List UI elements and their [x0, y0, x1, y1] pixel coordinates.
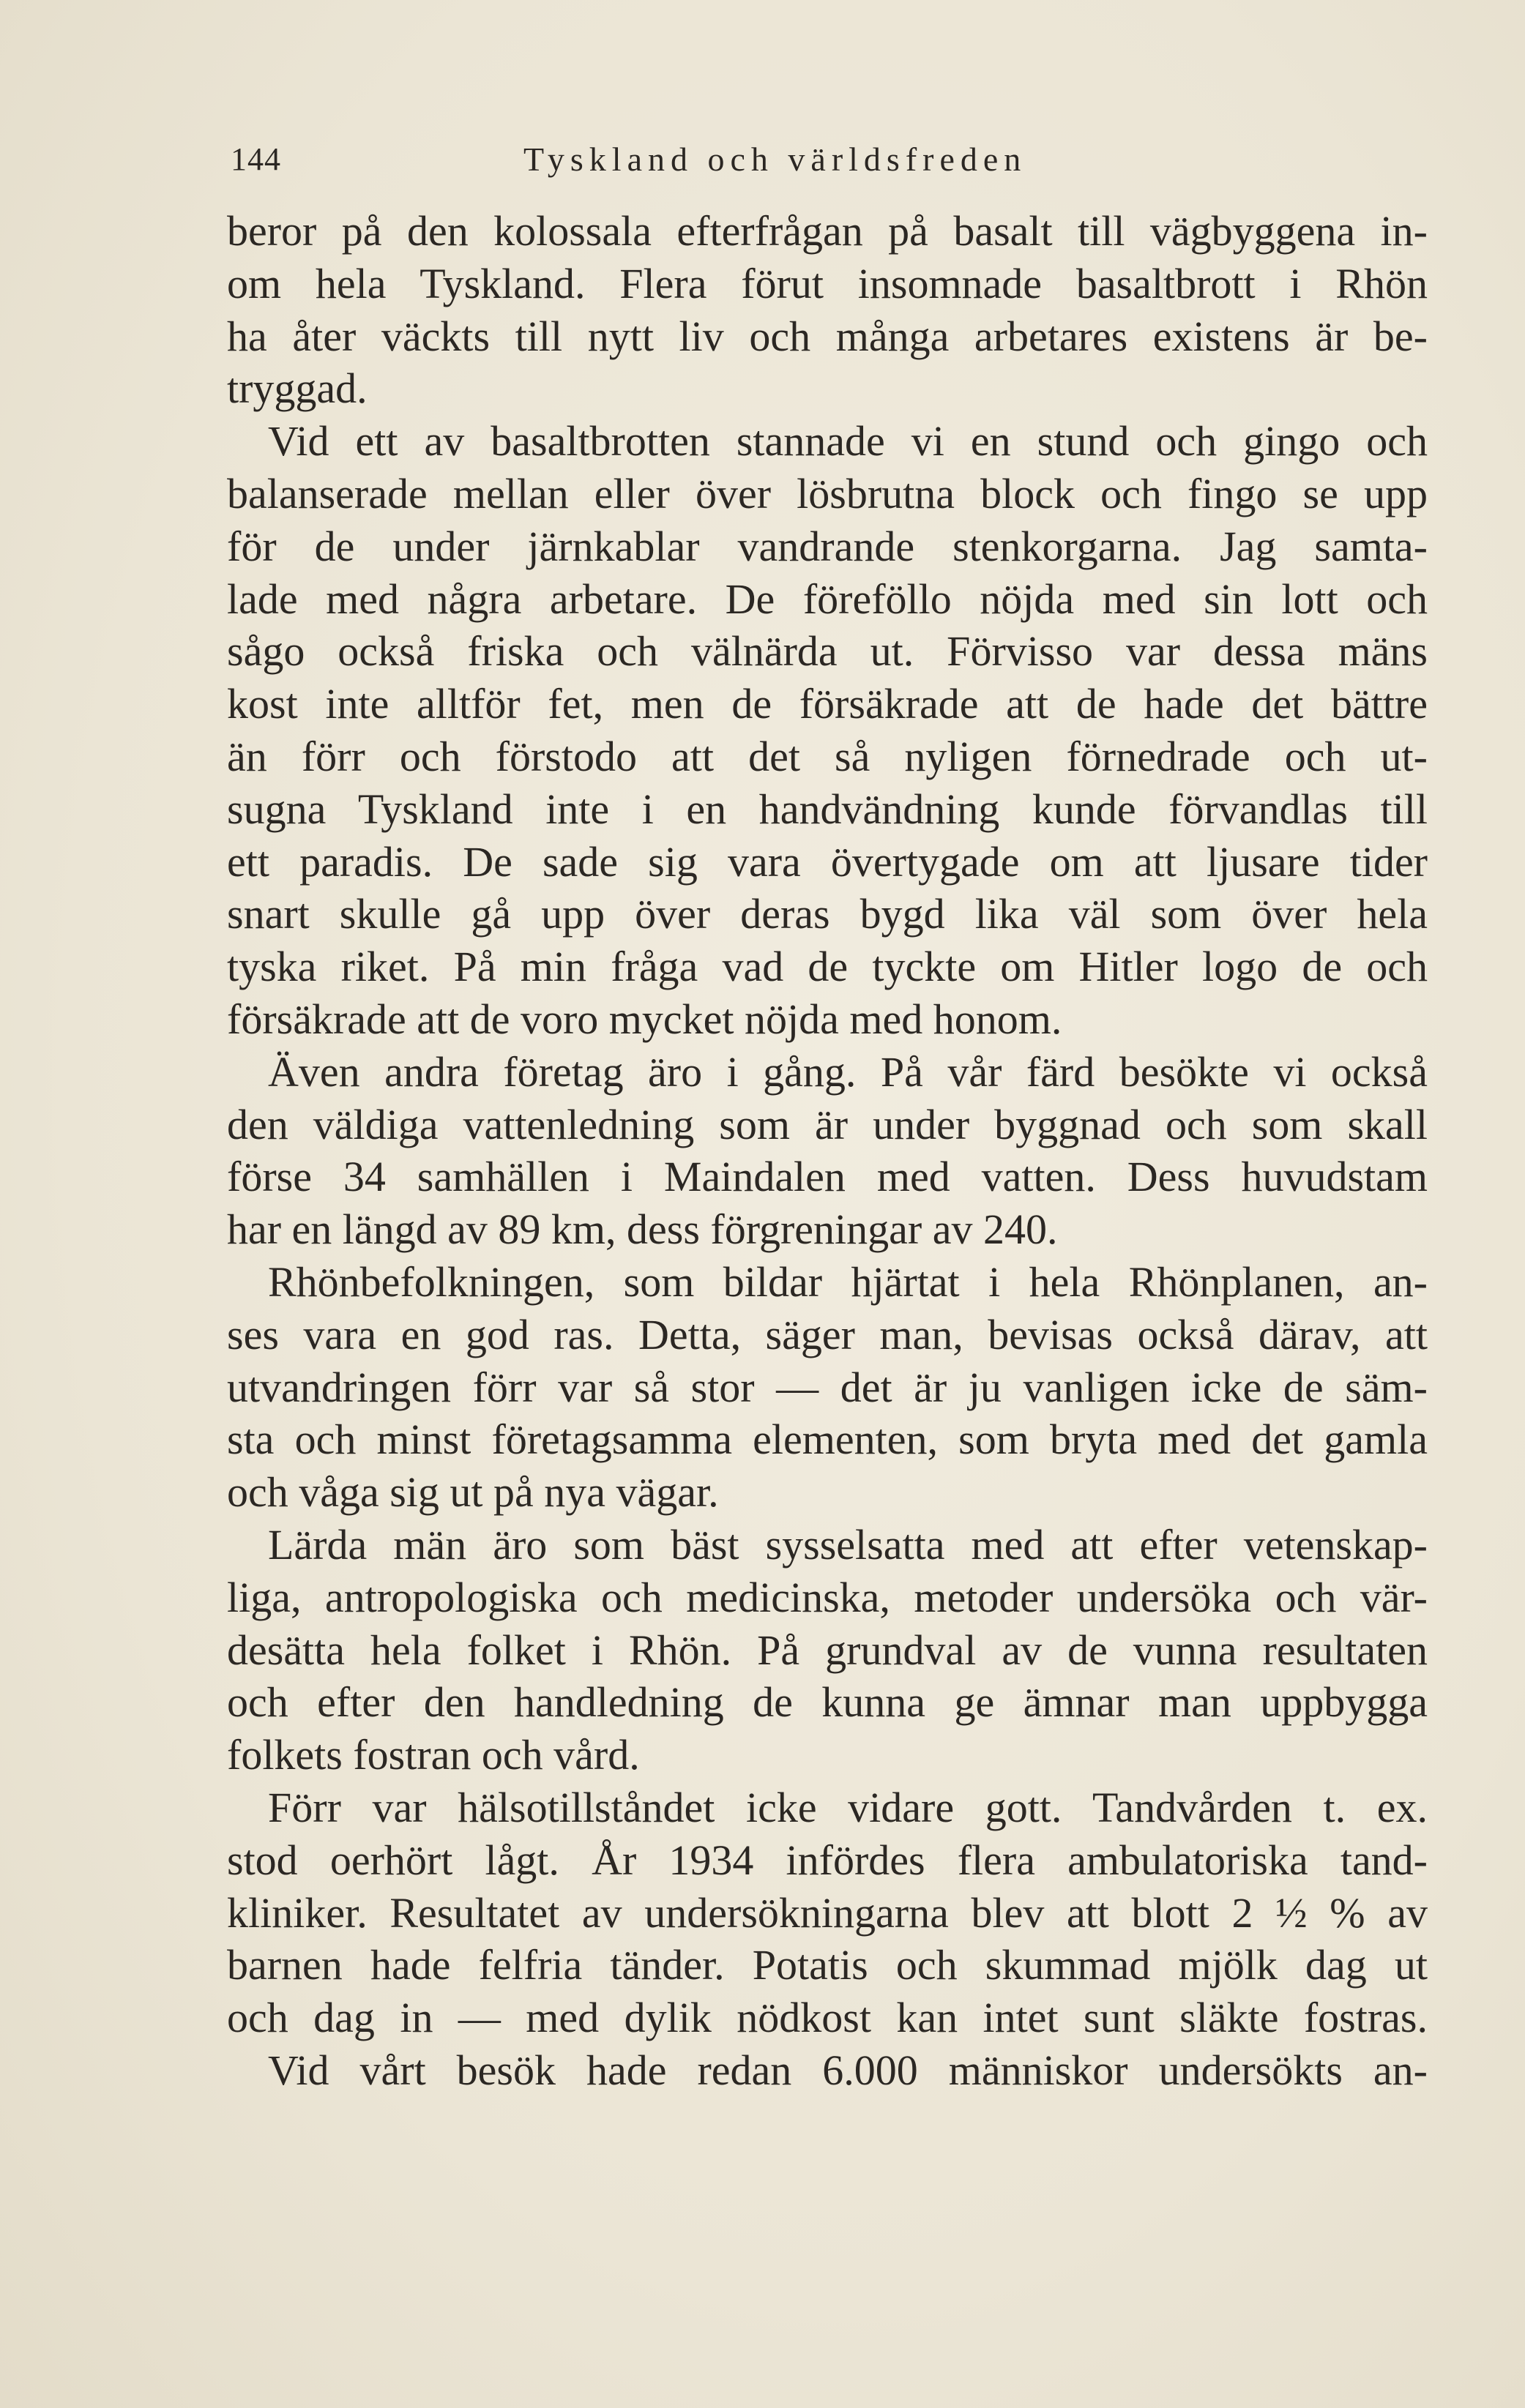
text-line: Rhönbefolkningen, som bildar hjärtat i hela Rhönplanen, an- [268, 1257, 1428, 1306]
text-line: liga, antropologiska och medicinska, metoder undersöka och vär- [227, 1573, 1428, 1621]
text-line: ses vara en god ras. Detta, säger man, bevisas också därav, att [227, 1310, 1428, 1358]
text-line: sågo också friska och välnärda ut. Förvisso var dessa mäns [227, 627, 1428, 676]
text-line: tryggad. [227, 364, 368, 413]
text-line: tyska riket. På min fråga vad de tyckte om Hitler logo de och [227, 943, 1428, 991]
text-line: snart skulle gå upp över deras bygd lika väl som över hela [227, 890, 1428, 938]
text-line: balanserade mellan eller över lösbrutna block och fingo se upp [227, 469, 1428, 517]
text-line: förse 34 samhällen i Maindalen med vatten. Dess huvudstam [227, 1153, 1428, 1201]
text-line: ha åter väckts till nytt liv och många arbetares existens är be- [227, 312, 1428, 360]
running-head: Tyskland och världsfreden [523, 141, 1027, 178]
text-line: om hela Tyskland. Flera förut insomnade basaltbrott i Rhön [227, 259, 1428, 307]
text-line: sugna Tyskland inte i en handvändning kunde förvandlas till [227, 785, 1428, 833]
text-line: försäkrade att de voro mycket nöjda med honom. [227, 995, 1062, 1043]
text-line: Vid ett av basaltbrotten stannade vi en stund och gingo och [268, 417, 1428, 465]
text-line: utvandringen förr var så stor — det är ju vanligen icke de säm- [227, 1363, 1428, 1411]
text-line: och dag in — med dylik nödkost kan intet sunt släkte fostras. [227, 1994, 1428, 2042]
text-line: den väldiga vattenledning som är under byggnad och som skall [227, 1100, 1428, 1148]
body-text [227, 205, 1428, 2097]
text-line: desätta hela folket i Rhön. På grundval av de vunna resultaten [227, 1626, 1428, 1674]
text-line: kliniker. Resultatet av undersökningarna blev att blott 2 ½ % av [227, 1888, 1428, 1937]
text-line: Även andra företag äro i gång. På vår färd besökte vi också [268, 1047, 1428, 1096]
text-line: sta och minst företagsamma elementen, som bryta med det gamla [227, 1416, 1428, 1464]
text-line: Lärda män äro som bäst sysselsatta med att efter vetenskap- [268, 1520, 1428, 1568]
text-line: än förr och förstodo att det så nyligen förnedrade och ut- [227, 732, 1428, 780]
text-line: beror på den kolossala efterfrågan på basalt till vägbyggena in- [227, 207, 1428, 255]
text-line: folkets fostran och vård. [227, 1731, 640, 1779]
text-line: och våga sig ut på nya vägar. [227, 1468, 719, 1517]
text-line: för de under järnkablar vandrande stenkorgarna. Jag samta- [227, 522, 1428, 570]
text-line: Vid vårt besök hade redan 6.000 människor undersökts an- [268, 2046, 1428, 2094]
text-line: barnen hade felfria tänder. Potatis och skummad mjölk dag ut [227, 1941, 1428, 1989]
text-line: kost inte alltför fet, men de försäkrade att de hade det bättre [227, 680, 1428, 728]
text-line: lade med några arbetare. De föreföllo nöjda med sin lott och [227, 575, 1428, 623]
text-line: Förr var hälsotillståndet icke vidare gott. Tandvården t. ex. [268, 1783, 1428, 1831]
page-header [231, 130, 1153, 189]
text-line: ett paradis. De sade sig vara övertygade om att ljusare tider [227, 837, 1428, 886]
text-line: och efter den handledning de kunna ge ämnar man uppbygga [227, 1678, 1428, 1727]
page-number: 144 [231, 141, 281, 177]
text-line: stod oerhört lågt. År 1934 infördes flera ambulatoriska tand- [227, 1836, 1428, 1884]
text-line: har en längd av 89 km, dess förgreningar av 240. [227, 1205, 1058, 1254]
